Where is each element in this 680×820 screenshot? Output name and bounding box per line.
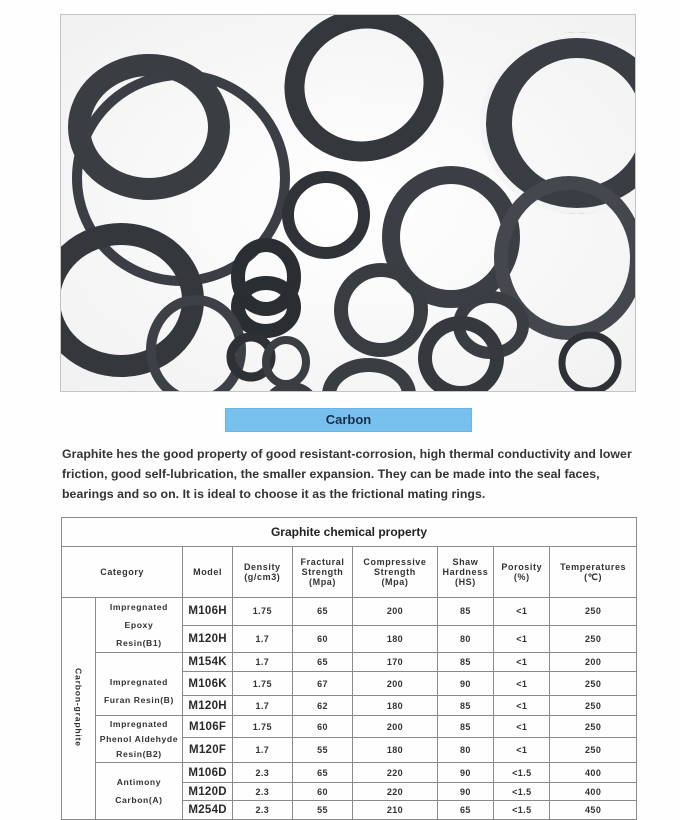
fractural-cell: 65 — [292, 653, 353, 672]
group-label-cell — [62, 598, 96, 820]
graphite-property-table — [61, 517, 637, 820]
temp-cell: 250 — [550, 716, 637, 738]
shaw-cell: 65 — [437, 801, 494, 820]
density-cell: 1.7 — [232, 696, 292, 716]
header-shaw: Shaw Hardness (HS) — [437, 547, 494, 598]
density-cell: 1.75 — [232, 716, 292, 738]
compressive-cell: 180 — [353, 738, 437, 763]
porosity-cell: <1 — [494, 672, 550, 696]
porosity-cell: <1.5 — [494, 763, 550, 783]
shaw-cell: 90 — [437, 783, 494, 801]
model-cell: M120D — [183, 783, 233, 801]
shaw-cell: 85 — [437, 598, 494, 626]
porosity-cell: <1 — [494, 625, 550, 653]
porosity-cell: <1 — [494, 696, 550, 716]
fractural-cell: 60 — [292, 625, 353, 653]
compressive-cell: 200 — [353, 598, 437, 626]
model-cell: M106D — [183, 763, 233, 783]
temp-cell: 200 — [550, 653, 637, 672]
porosity-cell: <1 — [494, 653, 550, 672]
compressive-cell: 170 — [353, 653, 437, 672]
model-cell: M106F — [183, 716, 233, 738]
table-row — [62, 763, 637, 783]
table-row — [62, 716, 637, 738]
density-cell: 1.7 — [232, 738, 292, 763]
porosity-cell: <1.5 — [494, 783, 550, 801]
model-cell: M154K — [183, 653, 233, 672]
header-category: Category — [62, 547, 183, 598]
compressive-cell: 220 — [353, 763, 437, 783]
group-label: Carbon-graphite — [73, 668, 84, 747]
temp-cell: 250 — [550, 625, 637, 653]
temp-cell: 250 — [550, 696, 637, 716]
subcategory-phenol: Impregnated Phenol Aldehyde Resin(B2) — [95, 716, 183, 763]
density-cell: 2.3 — [232, 783, 292, 801]
density-cell: 1.75 — [232, 598, 292, 626]
model-cell: M106K — [183, 672, 233, 696]
shaw-cell: 90 — [437, 763, 494, 783]
density-cell: 1.7 — [232, 625, 292, 653]
compressive-cell: 200 — [353, 716, 437, 738]
compressive-cell: 220 — [353, 783, 437, 801]
shaw-cell: 85 — [437, 653, 494, 672]
shaw-cell: 80 — [437, 738, 494, 763]
shaw-cell: 85 — [437, 696, 494, 716]
subcategory-epoxy: Impregnated Epoxy Resin(B1) — [95, 598, 183, 653]
compressive-cell: 200 — [353, 672, 437, 696]
compressive-cell: 180 — [353, 696, 437, 716]
product-photo — [60, 14, 636, 392]
porosity-cell: <1.5 — [494, 801, 550, 820]
fractural-cell: 65 — [292, 598, 353, 626]
header-density: Density (g/cm3) — [232, 547, 292, 598]
density-cell: 1.75 — [232, 672, 292, 696]
model-cell: M254D — [183, 801, 233, 820]
table-title: Graphite chemical property — [62, 518, 637, 547]
porosity-cell: <1 — [494, 716, 550, 738]
fractural-cell: 60 — [292, 716, 353, 738]
header-compressive: Compressive Strength (Mpa) — [353, 547, 437, 598]
table-row — [62, 653, 637, 672]
banner-title: Carbon — [325, 412, 372, 427]
model-cell: M120H — [183, 696, 233, 716]
description-text: Graphite hes the good property of good resistant-corrosion, high thermal conductivity and lower friction, good self-lubrication, the smaller expansion. They can be made into the seal faces, bearings and so on. It is ideal to choose it as the frictional mating rings. — [62, 447, 632, 501]
model-cell: M106H — [183, 598, 233, 626]
temp-cell: 250 — [550, 672, 637, 696]
compressive-cell: 180 — [353, 625, 437, 653]
density-cell: 2.3 — [232, 763, 292, 783]
porosity-cell: <1 — [494, 598, 550, 626]
subcategory-antimony: Antimony Carbon(A) — [95, 763, 183, 820]
subcategory-furan — [95, 653, 183, 716]
fractural-cell: 65 — [292, 763, 353, 783]
fractural-cell: 55 — [292, 801, 353, 820]
temp-cell: 400 — [550, 783, 637, 801]
section-banner — [225, 408, 472, 432]
shaw-cell: 90 — [437, 672, 494, 696]
density-cell: 1.7 — [232, 653, 292, 672]
fractural-cell: 60 — [292, 783, 353, 801]
shaw-cell: 80 — [437, 625, 494, 653]
header-porosity: Porosity (%) — [494, 547, 550, 598]
header-fractural: Fractural Strength (Mpa) — [292, 547, 353, 598]
temp-cell: 250 — [550, 738, 637, 763]
temp-cell: 250 — [550, 598, 637, 626]
subcategory-furan-label: Impregnated Furan Resin(B) — [103, 677, 174, 705]
porosity-cell: <1 — [494, 738, 550, 763]
temp-cell: 450 — [550, 801, 637, 820]
table-header-row — [62, 547, 637, 598]
seal-rings-image — [61, 15, 636, 392]
model-cell: M120H — [183, 625, 233, 653]
fractural-cell: 67 — [292, 672, 353, 696]
header-temperatures: Temperatures (℃) — [550, 547, 637, 598]
compressive-cell: 210 — [353, 801, 437, 820]
fractural-cell: 55 — [292, 738, 353, 763]
model-cell: M120F — [183, 738, 233, 763]
fractural-cell: 62 — [292, 696, 353, 716]
density-cell: 2.3 — [232, 801, 292, 820]
shaw-cell: 85 — [437, 716, 494, 738]
table-row — [62, 598, 637, 626]
header-model: Model — [183, 547, 233, 598]
temp-cell: 400 — [550, 763, 637, 783]
